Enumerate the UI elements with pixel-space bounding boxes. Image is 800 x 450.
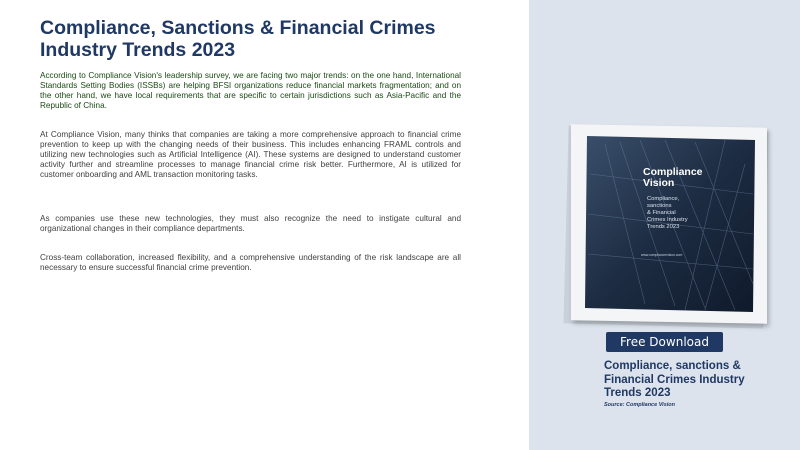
body-paragraph-3: Cross-team collaboration, increased flexibility, and a comprehensive understanding of the risk landscape are all necessary to ensure successful financial crime prevention. xyxy=(40,253,461,272)
report-source: Source: Compliance Vision xyxy=(604,402,676,408)
body-paragraph-1: At Compliance Vision, many thinks that companies are taking a more comprehensive approach to financial crime prevention to keep up with the changing needs of their business. This includes enhancing FRAML controls and utilizing new technologies such as Artificial Intelligence (AI). These systems are designed to understand customer activity further and streamline processes to manage financial crime risk better. Furthermore, AI is utilized for customer onboarding and AML transaction monitoring tasks. xyxy=(40,130,461,179)
free-download-button[interactable]: Free Download xyxy=(606,332,723,352)
cover-subtitle-line5: Trends 2023 xyxy=(647,224,680,230)
cover-subtitle-line4: Crimes Industry xyxy=(647,217,688,223)
cover-subtitle-line1: Compliance, xyxy=(647,196,680,202)
cover-subtitle-line2: sanctions xyxy=(647,203,672,209)
cover-subtitle-line3: & Financial xyxy=(647,210,676,216)
cover-brand-line1: Compliance xyxy=(643,166,703,178)
cover-footer-url: www.compliancevision.com xyxy=(641,253,683,257)
cover-brand-line2: Vision xyxy=(643,177,675,189)
intro-paragraph: According to Compliance Vision's leadership survey, we are facing two major trends: on the one hand, International Standards Setting Bodies (ISSBs) are helping BFSI organizations reduce financial markets fragmentation; and on the other hand, we have local requirements that are specific to certain jurisdictions such as Asia-Pacific and the Republic of China. xyxy=(40,71,461,110)
body-paragraph-2: As companies use these new technologies, they must also recognize the need to instigate cultural and organizational changes in their compliance departments. xyxy=(40,214,461,233)
report-title: Compliance, sanctions & Financial Crimes Industry Trends 2023 xyxy=(604,360,745,399)
report-cover-image[interactable] xyxy=(585,134,757,314)
page-title: Compliance, Sanctions & Financial Crimes Industry Trends 2023 xyxy=(40,17,436,61)
